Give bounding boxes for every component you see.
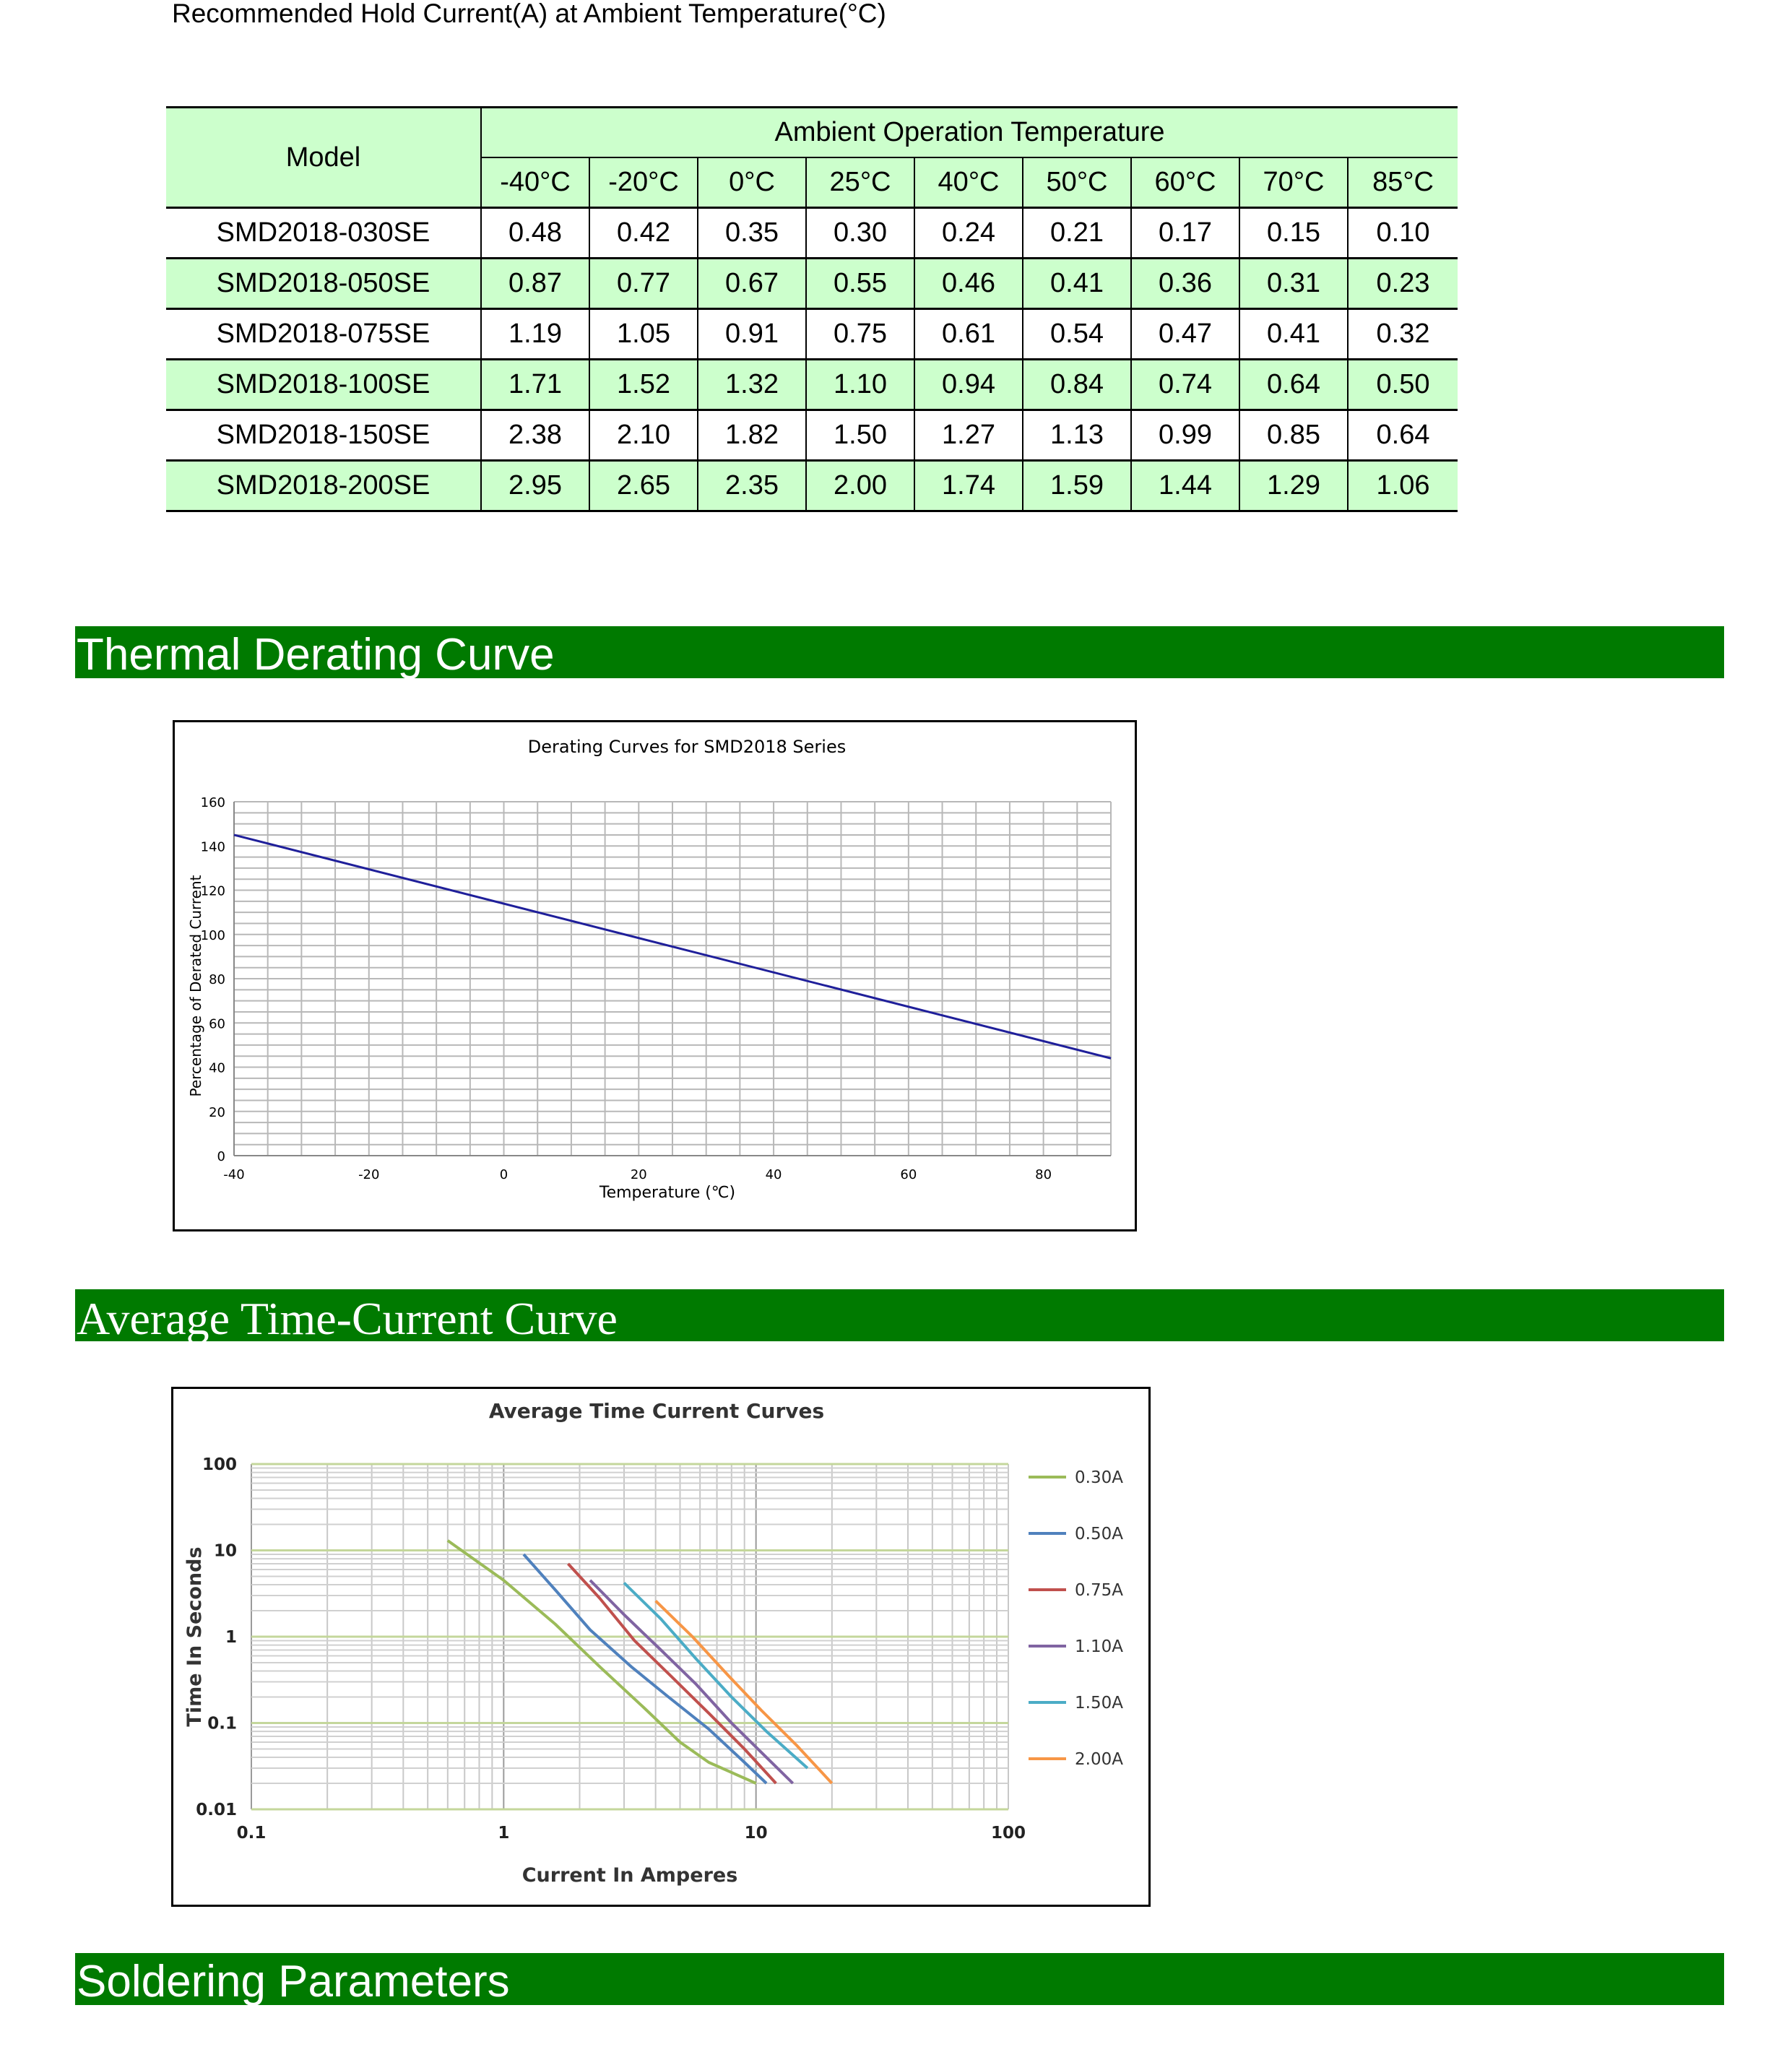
table-row bbox=[166, 208, 1458, 259]
hold-current-cell: 0.41 bbox=[1023, 259, 1131, 309]
section-bar-time-current bbox=[75, 1289, 1724, 1344]
hold-current-cell: 0.50 bbox=[1348, 360, 1458, 410]
hold-current-cell: 2.65 bbox=[589, 461, 698, 511]
y-tick-label: 40 bbox=[209, 1060, 225, 1076]
temp-header: 0°C bbox=[698, 157, 806, 208]
y-tick-label: 0.01 bbox=[196, 1801, 237, 1819]
hold-current-cell: 2.95 bbox=[481, 461, 589, 511]
y-tick-label: 120 bbox=[200, 883, 225, 899]
section-title-thermal: Thermal Derating Curve bbox=[77, 630, 555, 680]
x-tick-label: -40 bbox=[223, 1167, 245, 1182]
table-row bbox=[166, 410, 1458, 461]
hold-current-cell: 1.05 bbox=[589, 309, 698, 360]
hold-current-cell: 0.54 bbox=[1023, 309, 1131, 360]
temp-header: 25°C bbox=[806, 157, 914, 208]
x-tick-label: 0.1 bbox=[236, 1824, 267, 1843]
table-row bbox=[166, 461, 1458, 511]
hold-current-cell: 1.29 bbox=[1239, 461, 1348, 511]
hold-current-cell: 0.30 bbox=[806, 208, 914, 259]
hold-current-cell: 0.17 bbox=[1131, 208, 1239, 259]
hold-current-cell: 0.46 bbox=[914, 259, 1023, 309]
hold-current-cell: 0.15 bbox=[1239, 208, 1348, 259]
y-tick-label: 20 bbox=[209, 1104, 225, 1120]
chart-title: Average Time Current Curves bbox=[488, 1399, 825, 1423]
table-row bbox=[166, 309, 1458, 360]
x-tick-label: -20 bbox=[358, 1167, 380, 1182]
model-cell: SMD2018-075SE bbox=[166, 309, 481, 360]
y-tick-label: 100 bbox=[200, 927, 225, 943]
legend-label: 2.00A bbox=[1075, 1750, 1123, 1769]
table-row bbox=[166, 360, 1458, 410]
temp-header: 70°C bbox=[1239, 157, 1348, 208]
temp-header: 50°C bbox=[1023, 157, 1131, 208]
temp-header: 85°C bbox=[1348, 157, 1458, 208]
y-tick-label: 1 bbox=[225, 1628, 237, 1647]
derating-chart-frame bbox=[173, 720, 1137, 1231]
model-cell: SMD2018-050SE bbox=[166, 259, 481, 309]
hold-current-cell: 0.55 bbox=[806, 259, 914, 309]
y-tick-label: 140 bbox=[200, 839, 225, 855]
hold-current-cell: 1.82 bbox=[698, 410, 806, 461]
y-tick-label: 60 bbox=[209, 1016, 225, 1032]
y-tick-label: 80 bbox=[209, 972, 225, 987]
x-tick-label: 20 bbox=[630, 1167, 647, 1182]
hold-current-cell: 0.31 bbox=[1239, 259, 1348, 309]
temp-header: 60°C bbox=[1131, 157, 1239, 208]
y-tick-label: 160 bbox=[200, 795, 225, 810]
hold-current-cell: 0.35 bbox=[698, 208, 806, 259]
hold-current-cell: 2.10 bbox=[589, 410, 698, 461]
x-axis-label: Current In Amperes bbox=[521, 1864, 738, 1887]
temperature-group-header: Ambient Operation Temperature bbox=[481, 108, 1458, 158]
x-tick-label: 60 bbox=[900, 1167, 917, 1182]
hold-current-cell: 0.32 bbox=[1348, 309, 1458, 360]
derating-chart bbox=[175, 722, 1135, 1229]
temp-header: -20°C bbox=[589, 157, 698, 208]
legend-label: 1.50A bbox=[1075, 1694, 1123, 1713]
hold-current-cell: 0.77 bbox=[589, 259, 698, 309]
hold-current-cell: 2.00 bbox=[806, 461, 914, 511]
legend-label: 0.75A bbox=[1075, 1581, 1123, 1600]
hold-current-cell: 0.10 bbox=[1348, 208, 1458, 259]
y-tick-label: 10 bbox=[213, 1541, 237, 1561]
y-tick-label: 0 bbox=[217, 1149, 225, 1164]
hold-current-cell: 0.61 bbox=[914, 309, 1023, 360]
hold-current-cell: 1.50 bbox=[806, 410, 914, 461]
hold-current-cell: 1.59 bbox=[1023, 461, 1131, 511]
time-current-chart bbox=[173, 1389, 1148, 1905]
hold-current-cell: 1.10 bbox=[806, 360, 914, 410]
hold-current-cell: 0.36 bbox=[1131, 259, 1239, 309]
temp-header: -40°C bbox=[481, 157, 589, 208]
x-tick-label: 0 bbox=[499, 1167, 508, 1182]
section-bar-thermal bbox=[75, 626, 1724, 678]
hold-current-cell: 0.99 bbox=[1131, 410, 1239, 461]
section-bar-soldering bbox=[75, 1953, 1724, 2005]
hold-current-cell: 0.74 bbox=[1131, 360, 1239, 410]
hold-current-cell: 0.21 bbox=[1023, 208, 1131, 259]
hold-current-cell: 0.87 bbox=[481, 259, 589, 309]
hold-current-cell: 1.19 bbox=[481, 309, 589, 360]
y-axis-label: Time In Seconds bbox=[183, 1546, 206, 1727]
model-cell: SMD2018-150SE bbox=[166, 410, 481, 461]
hold-current-cell: 0.64 bbox=[1348, 410, 1458, 461]
hold-current-cell: 0.48 bbox=[481, 208, 589, 259]
hold-current-cell: 0.67 bbox=[698, 259, 806, 309]
x-tick-label: 1 bbox=[498, 1824, 510, 1843]
time-current-chart-frame bbox=[171, 1387, 1151, 1907]
hold-current-cell: 0.64 bbox=[1239, 360, 1348, 410]
table-caption: Recommended Hold Current(A) at Ambient Temperature(°C) bbox=[172, 0, 886, 28]
hold-current-cell: 1.52 bbox=[589, 360, 698, 410]
hold-current-cell: 1.32 bbox=[698, 360, 806, 410]
hold-current-cell: 0.47 bbox=[1131, 309, 1239, 360]
hold-current-cell: 1.71 bbox=[481, 360, 589, 410]
hold-current-cell: 0.94 bbox=[914, 360, 1023, 410]
hold-current-cell: 0.23 bbox=[1348, 259, 1458, 309]
x-tick-label: 80 bbox=[1035, 1167, 1052, 1182]
legend-label: 0.50A bbox=[1075, 1525, 1123, 1544]
model-cell: SMD2018-030SE bbox=[166, 208, 481, 259]
y-tick-label: 0.1 bbox=[207, 1714, 237, 1733]
legend-label: 1.10A bbox=[1075, 1637, 1123, 1656]
section-title-soldering: Soldering Parameters bbox=[77, 1957, 510, 2006]
hold-current-cell: 2.35 bbox=[698, 461, 806, 511]
hold-current-cell: 0.84 bbox=[1023, 360, 1131, 410]
hold-current-table bbox=[166, 106, 1458, 512]
x-tick-label: 40 bbox=[765, 1167, 782, 1182]
chart-title: Derating Curves for SMD2018 Series bbox=[527, 737, 847, 757]
y-tick-label: 100 bbox=[202, 1455, 237, 1474]
hold-current-cell: 0.42 bbox=[589, 208, 698, 259]
hold-current-cell: 0.85 bbox=[1239, 410, 1348, 461]
legend-label: 0.30A bbox=[1075, 1468, 1123, 1487]
hold-current-cell: 1.27 bbox=[914, 410, 1023, 461]
hold-current-cell: 1.06 bbox=[1348, 461, 1458, 511]
hold-current-cell: 1.13 bbox=[1023, 410, 1131, 461]
section-title-time-current: Average Time-Current Curve bbox=[77, 1293, 618, 1344]
model-cell: SMD2018-200SE bbox=[166, 461, 481, 511]
x-axis-label: Temperature (℃) bbox=[599, 1184, 736, 1202]
y-axis-label: Percentage of Derated Current bbox=[187, 875, 204, 1097]
hold-current-cell: 2.38 bbox=[481, 410, 589, 461]
hold-current-cell: 0.41 bbox=[1239, 309, 1348, 360]
x-tick-label: 100 bbox=[990, 1824, 1026, 1843]
hold-current-cell: 0.24 bbox=[914, 208, 1023, 259]
model-header: Model bbox=[166, 108, 481, 208]
table-row bbox=[166, 259, 1458, 309]
temp-header: 40°C bbox=[914, 157, 1023, 208]
hold-current-cell: 1.44 bbox=[1131, 461, 1239, 511]
x-tick-label: 10 bbox=[744, 1824, 768, 1843]
model-cell: SMD2018-100SE bbox=[166, 360, 481, 410]
hold-current-cell: 1.74 bbox=[914, 461, 1023, 511]
hold-current-cell: 0.75 bbox=[806, 309, 914, 360]
hold-current-cell: 0.91 bbox=[698, 309, 806, 360]
